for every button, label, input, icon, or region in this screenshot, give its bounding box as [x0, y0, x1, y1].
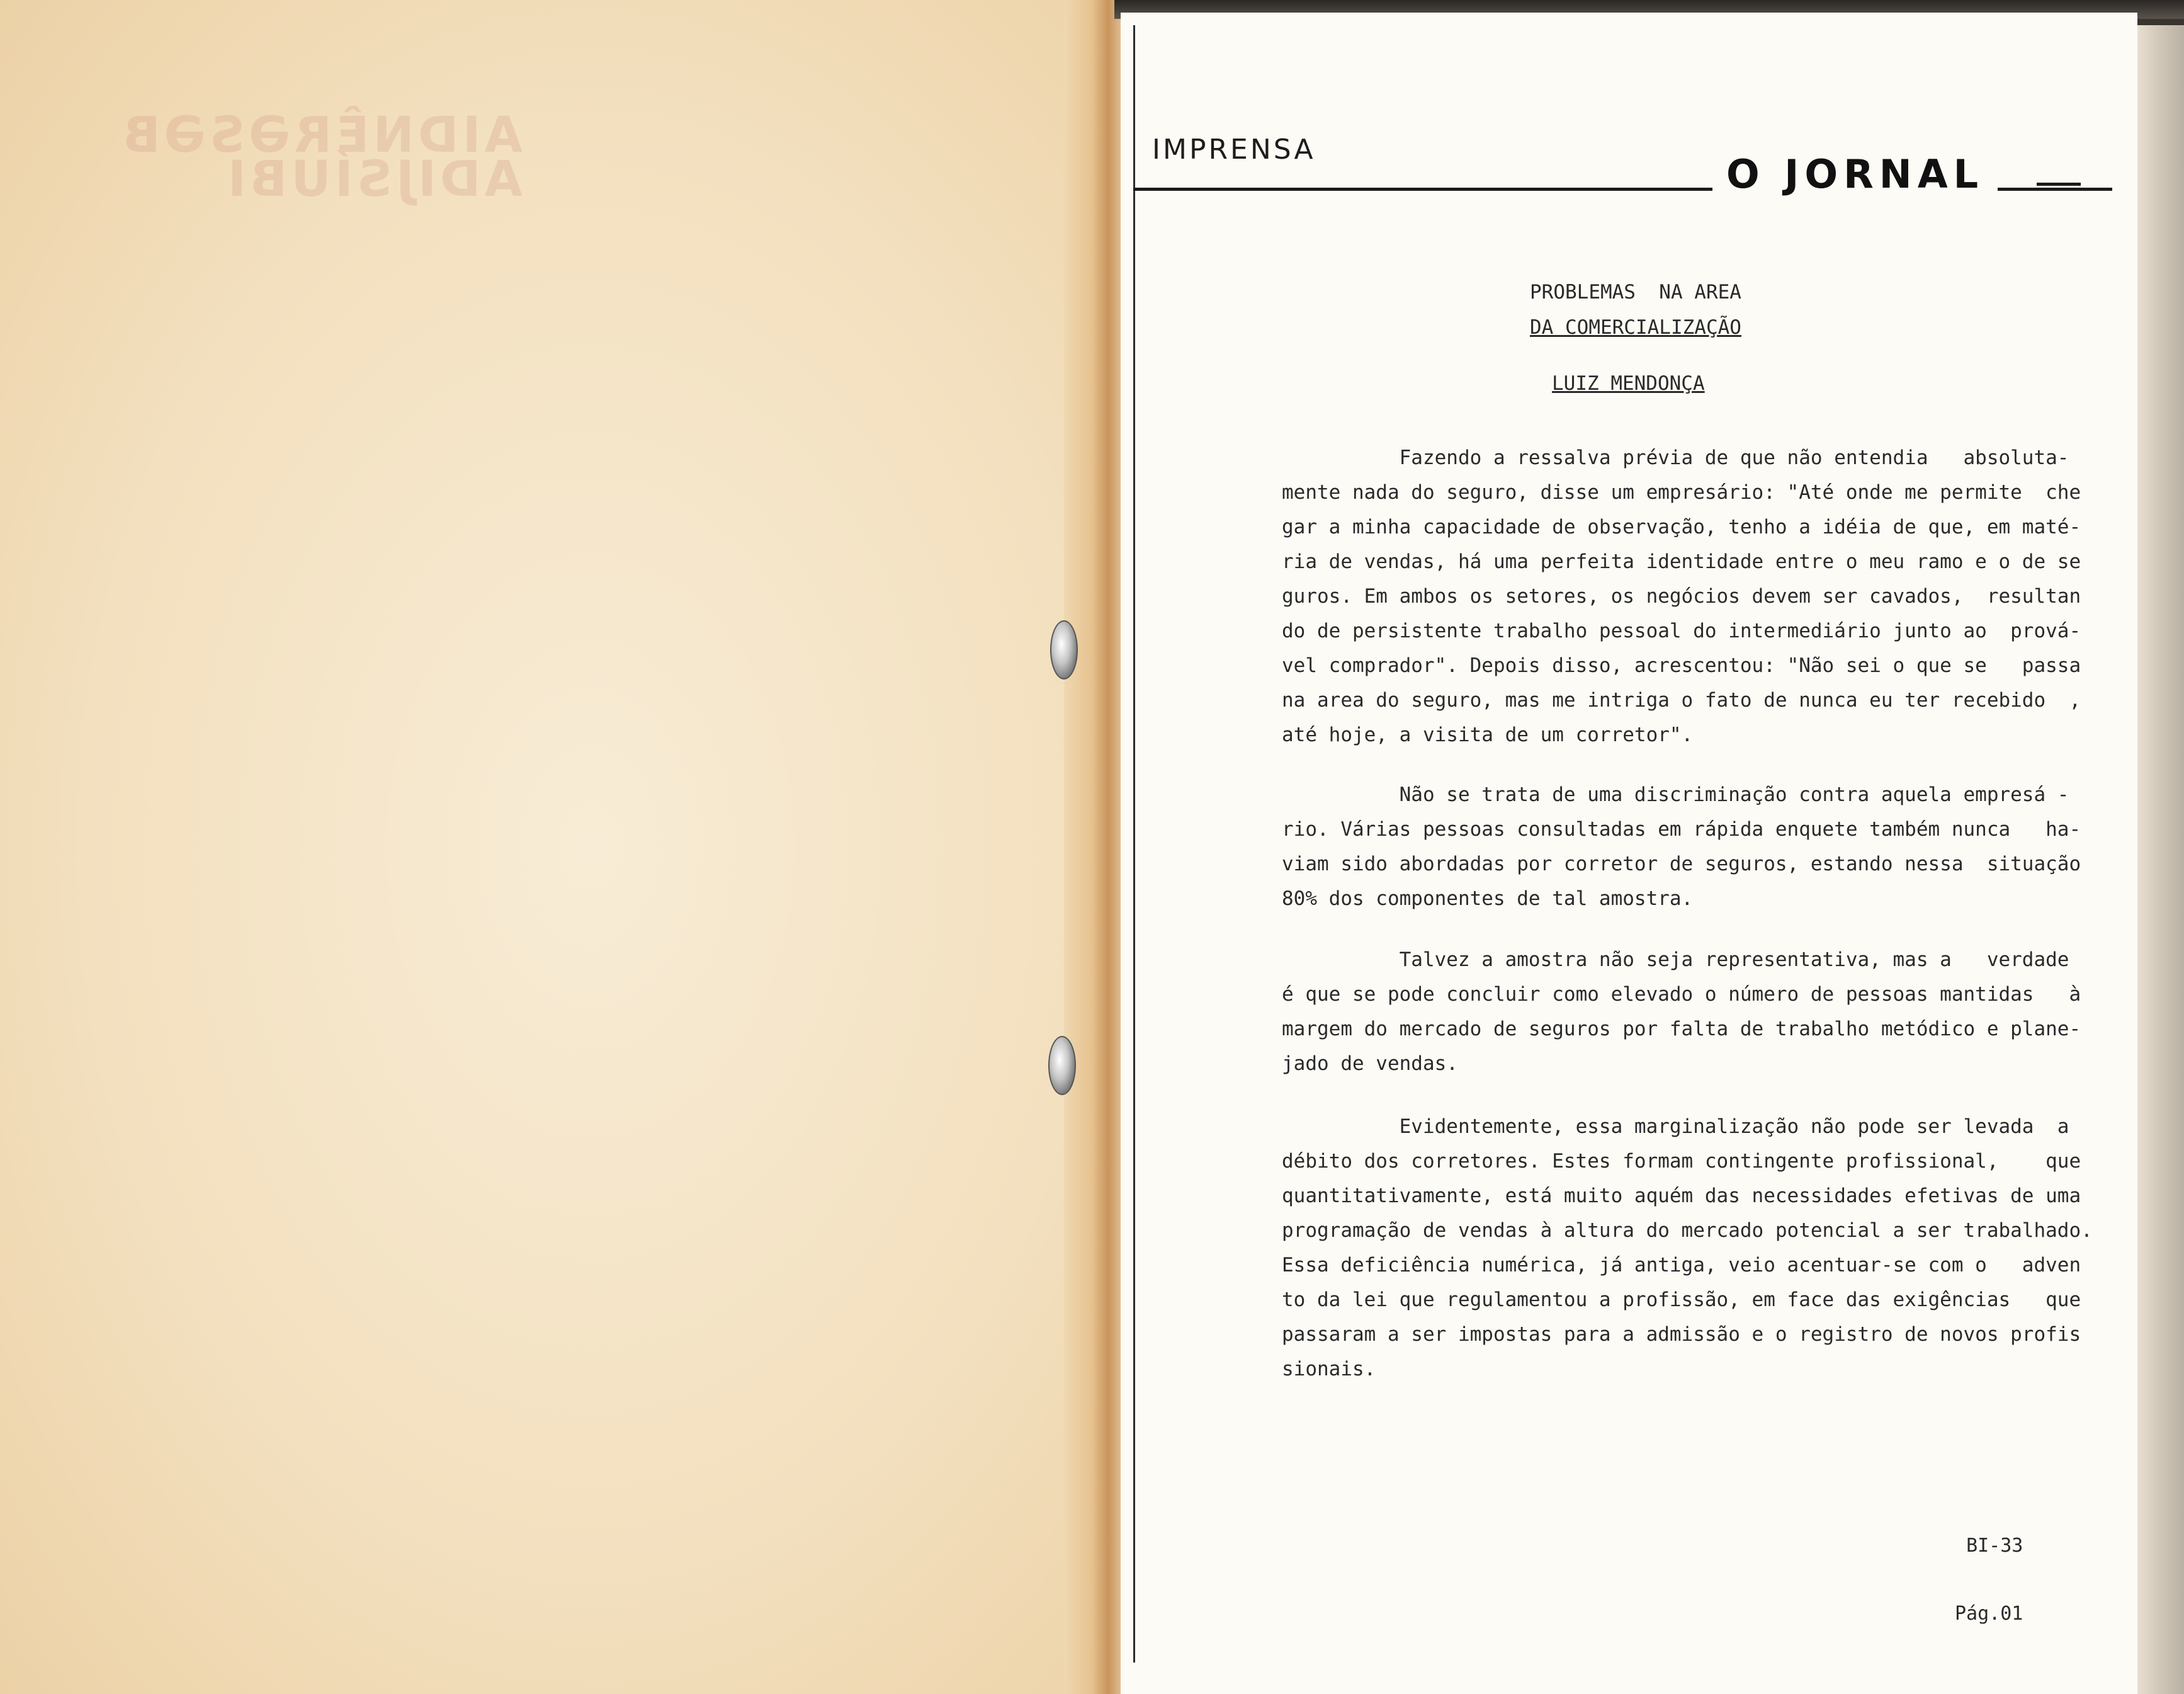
page-edge — [2137, 25, 2184, 1694]
text-line: na area do seguro, mas me intriga o fato de nunca eu ter recebido , — [1282, 689, 2081, 712]
paragraph-2 — [1282, 778, 2081, 916]
text-line: rio. Várias pessoas consultadas em rápida enquete também nunca ha- — [1282, 818, 2081, 841]
text-line: programação de vendas à altura do mercado potencial a ser trabalhado. — [1282, 1219, 2093, 1242]
text-line: margem do mercado de seguros por falta de trabalho metódico e plane- — [1282, 1018, 2081, 1040]
paragraph-1 — [1282, 441, 2081, 753]
paragraph-4 — [1282, 1110, 2093, 1387]
text-line: to da lei que regulamentou a profissão, em face das exigências que — [1282, 1288, 2081, 1311]
staple-icon — [1050, 620, 1078, 679]
source-title: O JORNAL — [1712, 151, 1998, 197]
text-line: Talvez a amostra não seja representativa, mas a verdade — [1282, 948, 2069, 971]
text-line: quantitativamente, está muito aquém das necessidades efetivas de uma — [1282, 1185, 2081, 1207]
text-line: do de persistente trabalho pessoal do intermediário junto ao prová- — [1282, 620, 2081, 642]
text-line: Não se trata de uma discriminação contra aquela empresá - — [1282, 783, 2069, 806]
text-line: passaram a ser impostas para a admissão e o registro de novos profis — [1282, 1323, 2081, 1346]
text-line: mente nada do seguro, disse um empresário: "Até onde me permite che — [1282, 481, 2081, 504]
book-spine — [1064, 0, 1127, 1694]
article-author: LUIZ MENDONÇA — [1552, 372, 1705, 395]
text-line: vel comprador". Depois disso, acrescentou: "Não sei o que se passa — [1282, 654, 2081, 677]
page-number: Pág.01 — [1955, 1603, 2023, 1625]
header-rule-tail — [2037, 183, 2081, 186]
text-line: guros. Em ambos os setores, os negócios devem ser cavados, resultan — [1282, 585, 2081, 608]
left-page — [0, 0, 1073, 1694]
paragraph-3 — [1282, 943, 2081, 1081]
text-line: Fazendo a ressalva prévia de que não entendia absoluta- — [1282, 446, 2069, 469]
bleed-through-text — [107, 107, 523, 208]
margin-rule — [1133, 25, 1135, 1663]
page-reference — [1955, 1489, 2023, 1648]
text-line: até hoje, a visita de um corretor". — [1282, 724, 1694, 746]
text-line: ria de vendas, há uma perfeita identidade entre o meu ramo e o de se — [1282, 550, 2081, 573]
text-line: 80% dos componentes de tal amostra. — [1282, 887, 1694, 910]
staple-icon — [1048, 1036, 1076, 1095]
bleed-line: ADIJSÍUBI — [223, 151, 523, 208]
bulletin-code: BI-33 — [1966, 1535, 2023, 1557]
text-line: Essa deficiência numérica, já antiga, veio acentuar-se com o adven — [1282, 1254, 2081, 1276]
text-line: sionais. — [1282, 1358, 1376, 1380]
text-line: é que se pode concluir como elevado o número de pessoas mantidas à — [1282, 983, 2081, 1006]
section-label: IMPRENSA — [1152, 134, 1316, 166]
text-line: viam sido abordadas por corretor de seguros, estando nessa situação — [1282, 853, 2081, 875]
bleed-line: AIDNÊRƏSƏB — [119, 107, 523, 164]
text-line: jado de vendas. — [1282, 1052, 1458, 1075]
article-title-line1: PROBLEMAS NA AREA — [1530, 281, 1741, 304]
text-line: débito dos corretores. Estes formam contingente profissional, que — [1282, 1150, 2081, 1173]
text-line: gar a minha capacidade de observação, tenho a idéia de que, em maté- — [1282, 516, 2081, 538]
article-title-line2: DA COMERCIALIZAÇÃO — [1530, 316, 1741, 339]
text-line: Evidentemente, essa marginalização não pode ser levada a — [1282, 1115, 2069, 1138]
